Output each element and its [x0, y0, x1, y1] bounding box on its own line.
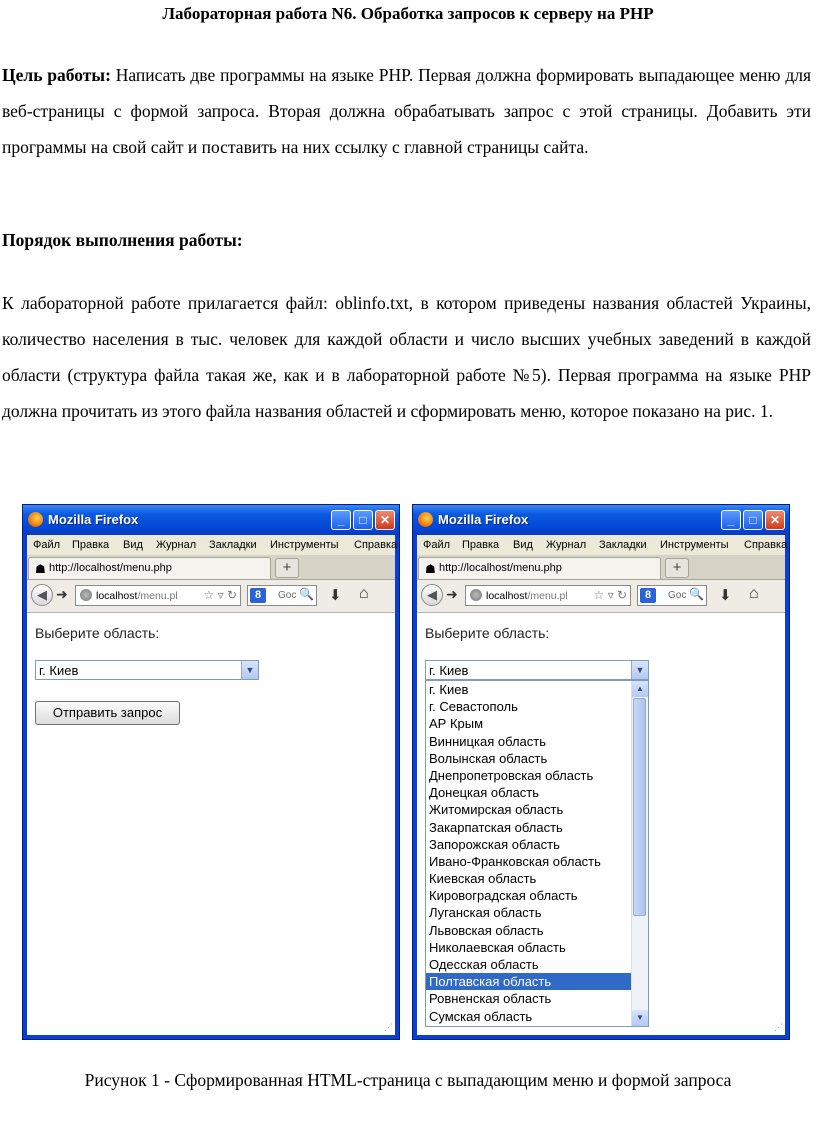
dropdown-option[interactable]: Ровненская область	[429, 991, 552, 1007]
url-bar[interactable]	[465, 585, 631, 606]
maximize-button[interactable]: □	[353, 510, 373, 530]
figure-caption: Рисунок 1 - Сформированная HTML-страница с выпадающим меню и формой запроса	[84, 1070, 732, 1090]
download-arrow-icon[interactable]: ⬇	[329, 587, 342, 604]
close-button[interactable]: ✕	[375, 510, 395, 530]
scroll-down-icon[interactable]: ▼	[632, 1010, 648, 1026]
url-host: localhost	[486, 590, 528, 602]
tab-bar	[417, 555, 785, 580]
menu-edit[interactable]: Правка	[462, 539, 500, 551]
reload-icon[interactable]: ↻	[226, 588, 237, 602]
home-icon[interactable]: ⌂	[749, 585, 759, 602]
search-placeholder: Goc	[278, 590, 297, 601]
region-select[interactable]	[425, 660, 649, 680]
goal-label: Цель работы:	[2, 65, 111, 85]
dropdown-option[interactable]: Закарпатская область	[429, 819, 563, 835]
page-content	[27, 613, 395, 1035]
dropdown-option[interactable]: г. Севастополь	[429, 699, 518, 715]
minimize-button[interactable]: _	[721, 510, 741, 530]
magnifier-icon[interactable]: 🔍	[689, 587, 704, 601]
title-bar	[23, 505, 399, 535]
dropdown-option[interactable]: Житомирская область	[429, 802, 564, 818]
dropdown-option[interactable]: Луганская область	[429, 905, 542, 921]
window-title: Mozilla Firefox	[438, 512, 529, 527]
scroll-thumb[interactable]	[633, 698, 646, 916]
dropdown-option[interactable]: Волынская область	[429, 750, 548, 766]
dropdown-option[interactable]: Полтавская область	[426, 973, 648, 990]
back-arrow-icon[interactable]: ◀	[31, 584, 53, 606]
procedure-heading: Порядок выполнения работы:	[2, 230, 243, 250]
firefox-logo-icon	[418, 512, 433, 527]
firefox-logo-icon	[28, 512, 43, 527]
download-arrow-icon[interactable]: ⬇	[719, 587, 732, 604]
menu-view[interactable]: Вид	[513, 539, 533, 551]
chevron-down-icon[interactable]: ▼	[631, 661, 648, 679]
dropdown-option[interactable]: Запорожская область	[429, 836, 560, 852]
menu-tools[interactable]: Инструменты	[270, 539, 339, 551]
firefox-window-expanded	[412, 504, 790, 1040]
url-bar[interactable]	[75, 585, 241, 606]
menu-history[interactable]: Журнал	[156, 539, 197, 551]
menu-history[interactable]: Журнал	[546, 539, 587, 551]
menu-edit[interactable]: Правка	[72, 539, 110, 551]
close-button[interactable]: ✕	[765, 510, 785, 530]
goal-paragraph	[2, 57, 811, 165]
maximize-button[interactable]: □	[743, 510, 763, 530]
menu-bookmarks[interactable]: Закладки	[599, 539, 647, 551]
dropdown-option[interactable]: Николаевская область	[429, 939, 566, 955]
document-title: Лабораторная работа N6. Обработка запросов к серверу на PHP	[162, 4, 654, 23]
forward-arrow-icon[interactable]: ➜	[56, 586, 68, 602]
resize-grip-icon[interactable]: ⋰	[384, 1022, 393, 1032]
dropdown-option[interactable]: Киевская область	[429, 871, 537, 887]
menu-bar	[27, 535, 398, 555]
tab-bar	[27, 555, 395, 580]
menu-file[interactable]: Файл	[33, 539, 61, 551]
page-icon: ☗	[35, 562, 46, 576]
tab-menu-php[interactable]	[28, 557, 271, 579]
url-path: /menu.pl	[137, 590, 178, 602]
scrollbar[interactable]	[631, 681, 648, 1026]
menu-view[interactable]: Вид	[123, 539, 143, 551]
search-bar[interactable]	[247, 585, 317, 606]
dropdown-option[interactable]: г. Киев	[429, 682, 469, 697]
back-arrow-icon[interactable]: ◀	[421, 584, 443, 606]
star-icon[interactable]: ☆	[593, 588, 605, 602]
dropdown-option[interactable]: Донецкая область	[429, 785, 540, 801]
minimize-button[interactable]: _	[331, 510, 351, 530]
dropdown-option[interactable]: АР Крым	[429, 716, 484, 732]
url-host: localhost	[96, 590, 138, 602]
reload-icon[interactable]: ↻	[616, 588, 627, 602]
window-title: Mozilla Firefox	[48, 512, 139, 527]
tab-menu-php[interactable]	[418, 557, 661, 579]
tab-label: http://localhost/menu.php	[49, 562, 172, 574]
submit-button[interactable]: Отправить запрос	[35, 701, 180, 725]
dropdown-option[interactable]: Днепропетровская область	[429, 767, 594, 783]
new-tab-button[interactable]: +	[275, 558, 299, 578]
page-content	[417, 613, 785, 1035]
dropdown-option[interactable]: Винницкая область	[429, 733, 546, 749]
menu-file[interactable]: Файл	[423, 539, 451, 551]
dropdown-option[interactable]: Одесская область	[429, 957, 539, 972]
search-placeholder: Goc	[668, 590, 687, 601]
new-tab-button[interactable]: +	[665, 558, 689, 578]
select-value: г. Киев	[429, 663, 469, 678]
globe-icon	[80, 589, 92, 601]
home-icon[interactable]: ⌂	[359, 585, 369, 602]
search-engine-icon[interactable]: 8	[250, 588, 266, 603]
menu-help[interactable]: Справка	[744, 539, 788, 551]
dropdown-option[interactable]: Львовская область	[429, 922, 544, 938]
scroll-up-icon[interactable]: ▲	[632, 681, 648, 697]
region-prompt: Выберите область:	[425, 625, 550, 641]
menu-bookmarks[interactable]: Закладки	[209, 539, 257, 551]
dropdown-option[interactable]: Ивано-Франковская область	[429, 853, 601, 869]
region-prompt: Выберите область:	[35, 625, 160, 641]
resize-grip-icon[interactable]: ⋰	[774, 1022, 783, 1032]
page-icon: ☗	[425, 562, 436, 576]
procedure-paragraph: К лабораторной работе прилагается файл: oblinfo.txt, в котором приведены названия областей Украины, количество населения в тыс. человек для каждой области и число высших учебных заведений в каждой области (структура файла такая же, как и в лабораторной работе №5). Первая программа на языке PHP должна прочитать из этого файла названия областей и сформировать меню, которое показано на рис. 1.	[2, 293, 811, 421]
dropdown-option[interactable]: Сумская область	[429, 1008, 533, 1024]
firefox-window-collapsed	[22, 504, 400, 1040]
dropdown-icon[interactable]: ▿	[607, 588, 614, 602]
option-container	[426, 681, 648, 1025]
dropdown-option[interactable]: Кировоградская область	[429, 888, 578, 904]
star-icon[interactable]: ☆	[203, 588, 215, 602]
search-engine-icon[interactable]: 8	[640, 588, 656, 603]
nav-bar	[27, 580, 395, 613]
nav-bar	[417, 580, 785, 613]
forward-arrow-icon[interactable]: ➜	[446, 586, 458, 602]
menu-help[interactable]: Справка	[354, 539, 398, 551]
dropdown-icon[interactable]: ▿	[217, 588, 224, 602]
search-bar[interactable]	[637, 585, 707, 606]
region-select[interactable]	[35, 660, 259, 680]
globe-icon	[470, 589, 482, 601]
magnifier-icon[interactable]: 🔍	[299, 587, 314, 601]
goal-text: Написать две программы на языке PHP. Первая должна формировать выпадающее меню для веб-страницы с формой запроса. Вторая должна обрабатывать запрос с этой страницы. Добавить эти программы на свой сайт и поставить на них ссылку с главной страницы сайта.	[2, 65, 812, 157]
region-dropdown-list[interactable]	[425, 680, 649, 1027]
menu-tools[interactable]: Инструменты	[660, 539, 729, 551]
select-value: г. Киев	[39, 663, 79, 678]
menu-bar	[417, 535, 788, 555]
title-bar	[413, 505, 789, 535]
url-path: /menu.pl	[527, 590, 568, 602]
tab-label: http://localhost/menu.php	[439, 562, 562, 574]
chevron-down-icon[interactable]: ▼	[241, 661, 258, 679]
